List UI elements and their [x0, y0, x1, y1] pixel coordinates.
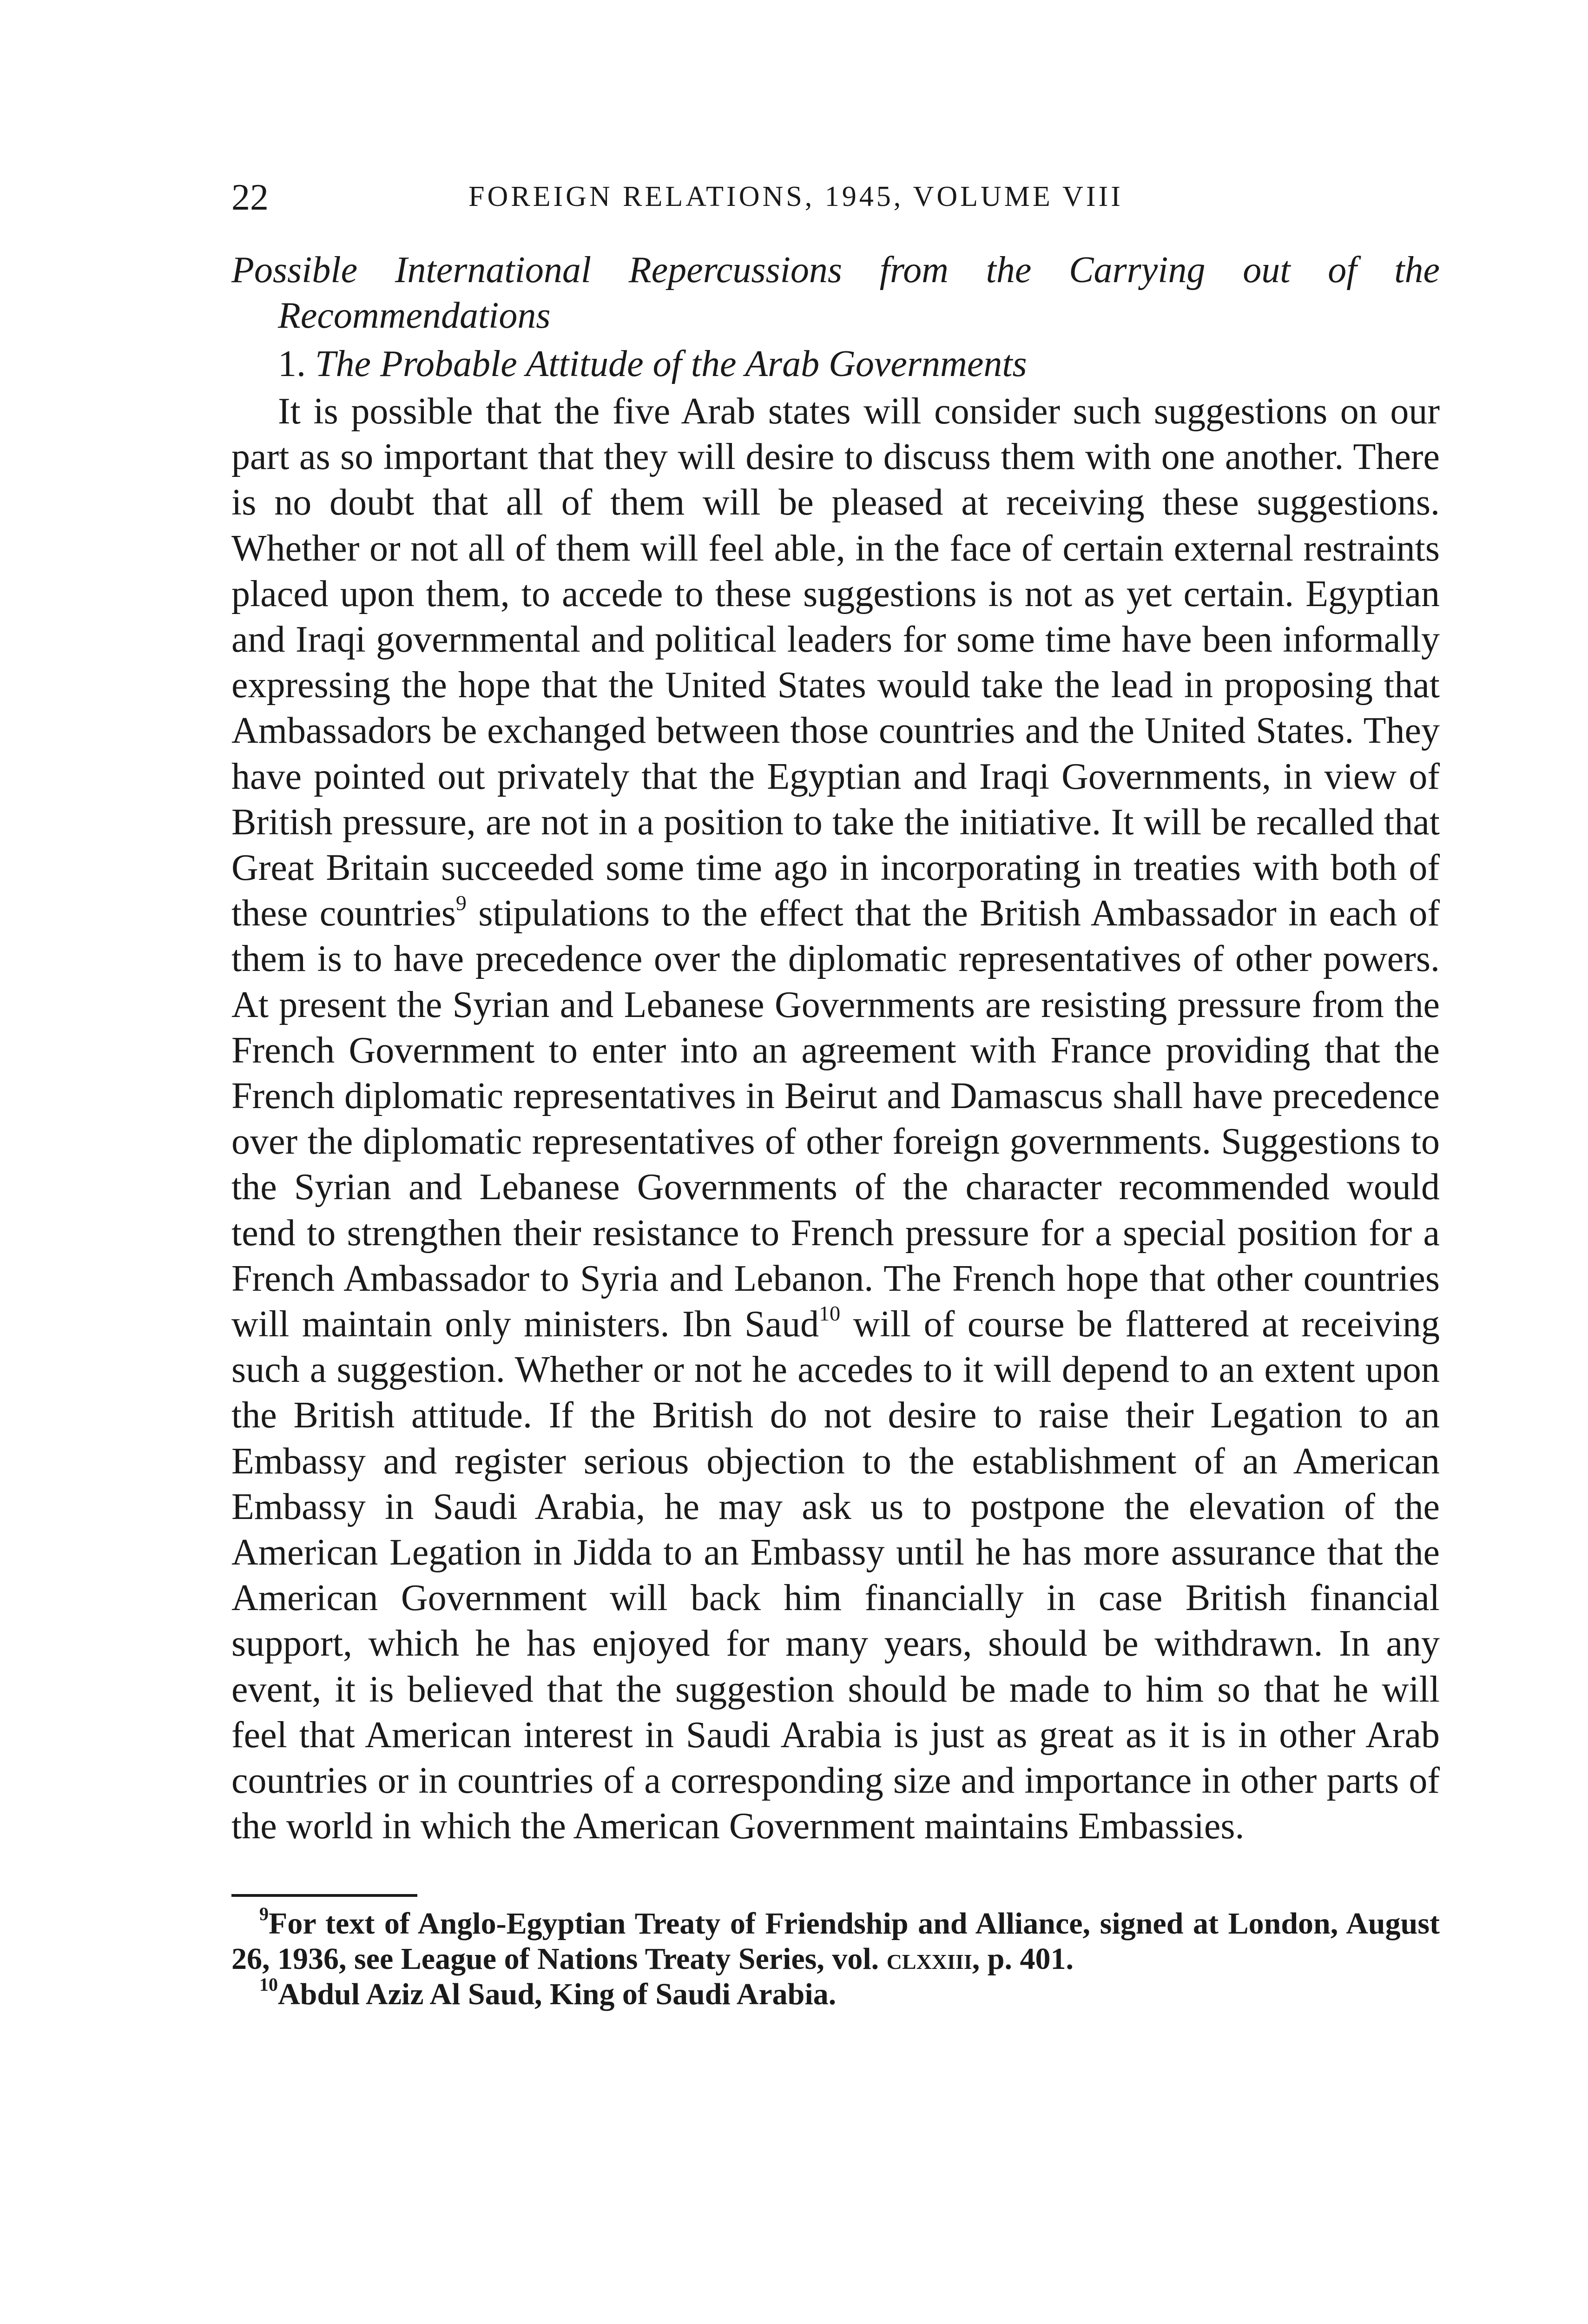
footnote-10: [231, 1974, 1440, 2012]
footnote-divider: [231, 1894, 417, 1897]
running-header-title: FOREIGN RELATIONS, 1945, VOLUME VIII: [468, 181, 1123, 212]
footnote-marker: 9: [259, 1903, 269, 1924]
page-number: 22: [231, 177, 269, 218]
body-paragraph: [231, 389, 1440, 1849]
footnote-marker: 10: [259, 1974, 278, 1995]
footnote-text-end: , p. 401.: [972, 1941, 1074, 1976]
footnotes: [231, 1903, 1440, 2012]
document-page: [231, 177, 1440, 2012]
body-text-part-2: stipulations to the effect that the British Ambassador in each of them is to have precedence over the diplomatic representatives of other powers. At present the Syrian and Lebanese Governments are resisting pressure from the French Government to enter into an agreement with France providing that the French diplomatic representatives in Beirut and Damascus shall have precedence over the diplomatic representatives of other foreign governments. Suggestions to the Syrian and Lebanese Governments of the character recommended would tend to strengthen their resistance to French pressure for a special position for a French Ambassador to Syria and Lebanon. The French hope that other countries will maintain only ministers. Ibn Saud: [231, 893, 1440, 1345]
body-text-part-3: will of course be flattered at receiving such a suggestion. Whether or not he accedes to it will depend to an extent upon the British attitude. If the British do not desire to raise their Legation to an Embassy and register serious objection to the establishment of an American Embassy in Saudi Arabia, he may ask us to postpone the elevation of the American Legation in Jidda to an Embassy until he has more assurance that the American Government will back him financially in case British financial support, which he has enjoyed for many years, should be withdrawn. In any event, it is believed that the suggestion should be made to him so that he will feel that American interest in Saudi Arabia is just as great as it is in other Arab countries or in countries of a corresponding size and importance in other parts of the world in which the American Government maintains Embassies.: [231, 1304, 1440, 1847]
section-heading: Possible International Repercussions from the Carrying out of the Recommendations: [231, 250, 1440, 336]
treaty-volume: clxxiii: [886, 1941, 972, 1976]
subsection-heading: [231, 341, 1440, 387]
subsection-number: 1.: [278, 343, 306, 384]
footnote-text: For text of Anglo-Egyptian Treaty of Friendship and Alliance, signed at London, August 26, 1936, see League of Nations Treaty Series, vol.: [231, 1906, 1440, 1976]
footnote-9: [231, 1903, 1440, 1977]
footnote-reference-10[interactable]: 10: [819, 1301, 841, 1326]
footnote-text: Abdul Aziz Al Saud, King of Saudi Arabia.: [278, 1977, 837, 2011]
subsection-title: The Probable Attitude of the Arab Governments: [315, 343, 1027, 384]
running-header: [231, 177, 1440, 228]
body-text-part-1: It is possible that the five Arab states will consider such suggestions on our part as so important that they will desire to discuss them with one another. There is no doubt that all of them will be pleased at receiving these suggestions. Whether or not all of them will feel able, in the face of certain external restraints placed upon them, to accede to these suggestions is not as yet certain. Egyptian and Iraqi governmental and political leaders for some time have been informally expressing the hope that the United States would take the lead in proposing that Ambassadors be exchanged between those countries and the United States. They have pointed out privately that the Egyptian and Iraqi Governments, in view of British pressure, are not in a position to take the initiative. It will be recalled that Great Britain succeeded some time ago in incorporating in treaties with both of these countries: [231, 391, 1440, 934]
footnote-reference-9[interactable]: 9: [455, 891, 467, 915]
